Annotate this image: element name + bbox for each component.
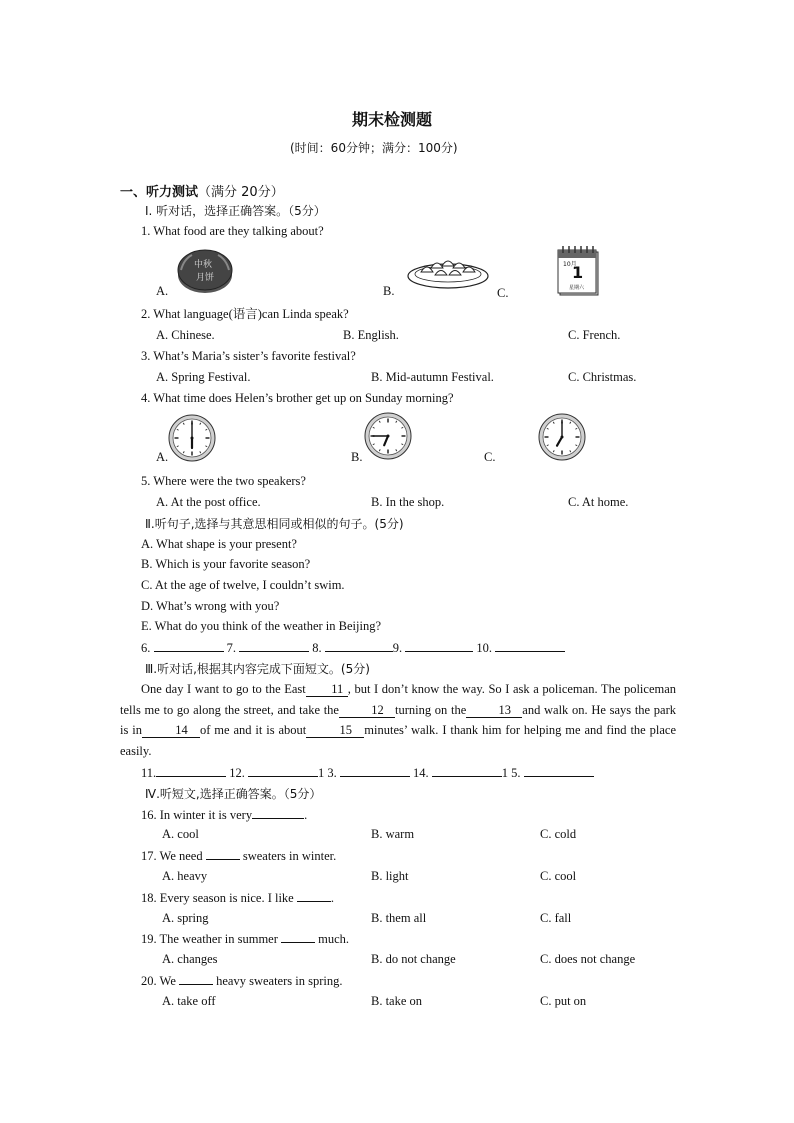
blank-14[interactable]: 14 <box>142 723 200 738</box>
q20-option-b: B. take on <box>371 994 423 1008</box>
answer-blank[interactable] <box>156 764 226 777</box>
svg-text:月饼: 月饼 <box>196 273 215 283</box>
passage-text: of me and it is about <box>199 723 307 737</box>
q17-option-b: B. light <box>371 869 409 883</box>
question-tail: heavy sweaters in spring. <box>216 974 343 988</box>
q16-option-c: C. cold <box>540 827 577 841</box>
answer-label: 9. <box>392 641 403 655</box>
q4-option-a: A. <box>156 450 169 464</box>
passage-text: One day I want to go to the East <box>141 682 306 696</box>
q17-option-c: C. cool <box>540 869 577 883</box>
q16-option-b: B. warm <box>371 827 415 841</box>
calendar-day: 1 <box>572 263 584 282</box>
answer-label: 1 5. <box>501 766 521 780</box>
calendar-month: 10月 <box>563 261 577 268</box>
question-tail: much. <box>318 932 350 946</box>
mooncake-icon <box>176 247 234 295</box>
part2-option-b: B. Which is your favorite season? <box>141 557 311 571</box>
q2-option-b: B. English. <box>343 328 399 342</box>
question-tail: . <box>304 808 308 822</box>
q3-option-a: A. Spring Festival. <box>156 370 251 384</box>
question-stem: 20. We <box>141 974 176 988</box>
answer-blank[interactable] <box>495 639 565 652</box>
blank-12[interactable]: 12 <box>339 703 395 718</box>
q19-option-b: B. do not change <box>371 952 456 966</box>
svg-text:中秋: 中秋 <box>194 260 213 270</box>
answer-blank[interactable] <box>281 930 315 943</box>
calendar-icon <box>557 244 599 296</box>
q3-option-b: B. Mid-autumn Festival. <box>371 370 494 384</box>
answer-blank[interactable] <box>524 764 594 777</box>
q19-text <box>141 930 349 947</box>
part2-option-d: D. What’s wrong with you? <box>141 599 280 613</box>
q4-text: 4. What time does Helen’s brother get up on Sunday morning? <box>141 391 454 405</box>
answer-label: 8. <box>312 641 322 655</box>
answer-blank[interactable] <box>340 764 410 777</box>
answer-label: 11. <box>141 766 157 780</box>
blank-15[interactable]: 15 <box>306 723 364 738</box>
part2-option-a: A. What shape is your present? <box>141 537 297 551</box>
clock-center <box>387 435 390 438</box>
part3-answer-row <box>141 764 594 781</box>
q20-option-a: A. take off <box>162 994 216 1008</box>
clock-six-forty-five-icon <box>364 412 412 460</box>
question-stem: 19. The weather in summer <box>141 932 278 946</box>
answer-blank[interactable] <box>206 847 240 860</box>
passage-text: , but I don’t know the way. So I ask a policeman. The policeman tells me to go along the street, and take the <box>120 682 677 717</box>
q1-option-b: B. <box>383 284 395 298</box>
question-tail: . <box>330 891 334 905</box>
clock-center <box>561 436 564 439</box>
q2-text: 2. What language(语言)can Linda speak? <box>141 307 349 321</box>
q1-text: 1. What food are they talking about? <box>141 224 324 238</box>
section-score: （满分 20分） <box>198 185 284 200</box>
q18-option-a: A. spring <box>162 911 209 925</box>
page-title: 期末检测题 <box>352 110 433 129</box>
part3-heading: Ⅲ.听对话,根据其内容完成下面短文。(5分) <box>145 662 370 676</box>
answer-blank[interactable] <box>179 972 213 985</box>
answer-blank[interactable] <box>325 639 393 652</box>
question-tail: sweaters in winter. <box>242 849 337 863</box>
part2-option-c: C. At the age of twelve, I couldn’t swim. <box>141 578 345 592</box>
q17-option-a: A. heavy <box>162 869 208 883</box>
q1-option-a: A. <box>156 284 169 298</box>
answer-blank[interactable] <box>252 806 304 819</box>
q17-text <box>141 847 336 864</box>
blank-13[interactable]: 13 <box>466 703 522 718</box>
answer-label: 12. <box>229 766 245 780</box>
q3-text: 3. What’s Maria’s sister’s favorite festival? <box>141 349 356 363</box>
question-stem: 16. In winter it is very <box>141 808 253 822</box>
q16-option-a: A. cool <box>162 827 199 841</box>
part3-passage <box>120 679 676 761</box>
q16-text <box>141 806 307 823</box>
q20-text <box>141 972 342 989</box>
q18-option-b: B. them all <box>371 911 427 925</box>
time-and-score: (时间：60分钟；满分：100分) <box>290 141 458 155</box>
q20-option-c: C. put on <box>540 994 587 1008</box>
answer-label: 1 3. <box>318 766 337 780</box>
blank-11[interactable]: 11 <box>306 682 348 697</box>
q1-option-c: C. <box>497 286 509 300</box>
dumplings-plate-icon <box>407 252 489 290</box>
answer-blank[interactable] <box>405 639 473 652</box>
clock-center <box>191 437 194 440</box>
calendar-weekday: 星期六 <box>569 285 585 291</box>
q3-option-c: C. Christmas. <box>568 370 637 384</box>
answer-blank[interactable] <box>297 889 331 902</box>
answer-label: 6. <box>141 641 151 655</box>
q5-option-a: A. At the post office. <box>156 495 261 509</box>
answer-label: 7. <box>226 641 236 655</box>
part2-answer-row <box>141 639 565 656</box>
q5-option-c: C. At home. <box>568 495 629 509</box>
clock-six-icon <box>168 414 216 462</box>
question-stem: 18. Every season is nice. I like <box>141 891 294 905</box>
answer-label: 14. <box>413 766 429 780</box>
question-stem: 17. We need <box>141 849 203 863</box>
part1-heading: Ⅰ. 听对话，选择正确答案。（5分） <box>145 204 326 218</box>
part2-option-e: E. What do you think of the weather in Beijing? <box>141 619 381 633</box>
q18-text <box>141 889 334 906</box>
part2-heading: Ⅱ.听句子,选择与其意思相同或相似的句子。(5分) <box>145 517 404 531</box>
passage-text: turning on the <box>394 702 467 717</box>
q2-option-a: A. Chinese. <box>156 328 215 342</box>
q2-option-c: C. French. <box>568 328 621 342</box>
q5-option-b: B. In the shop. <box>371 495 445 509</box>
section-title: 一、听力测试 <box>120 185 199 200</box>
answer-blank[interactable] <box>239 639 309 652</box>
q4-option-b: B. <box>351 450 363 464</box>
q19-option-a: A. changes <box>162 952 218 966</box>
answer-blank[interactable] <box>154 639 224 652</box>
q5-text: 5. Where were the two speakers? <box>141 474 306 488</box>
answer-label: 10. <box>476 641 492 655</box>
section-listening-heading <box>120 181 284 200</box>
q19-option-c: C. does not change <box>540 952 636 966</box>
answer-blank[interactable] <box>432 764 502 777</box>
clock-seven-icon <box>538 413 586 461</box>
answer-blank[interactable] <box>248 764 318 777</box>
part4-heading: Ⅳ.听短文,选择正确答案。（5分） <box>145 787 322 801</box>
passage-text: minutes’ walk. I thank him for helping me and find the place easily. <box>120 723 677 758</box>
q18-option-c: C. fall <box>540 911 572 925</box>
passage-text: and walk on. He says the park is in <box>120 702 677 737</box>
q4-option-c: C. <box>484 450 496 464</box>
